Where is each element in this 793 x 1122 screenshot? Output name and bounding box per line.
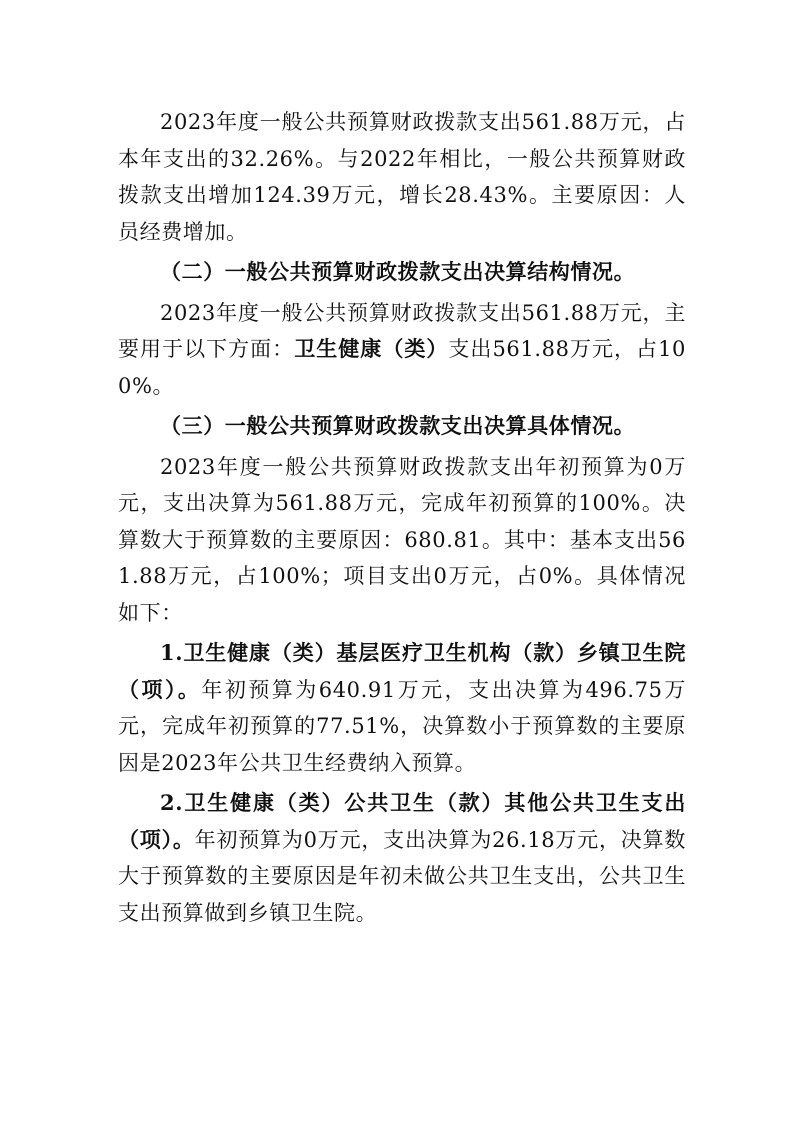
item-2-title: 2.卫生健康（类）公共卫生（款）其他公共卫生支出（项）。	[118, 790, 686, 852]
paragraph-structure	[118, 295, 686, 405]
item-2-text: 年初预算为0万元，支出决算为26.18万元，决算数大于预算数的主要原因是年初未做公共卫生支出，公共卫生支出预算做到乡镇卫生院。	[118, 827, 686, 925]
paragraph-expenditure-summary: 2023年度一般公共预算财政拨款支出561.88万元，占本年支出的32.26%。与2022年相比，一般公共预算财政拨款支出增加124.39万元，增长28.43%。主要原因：人员经费增加。	[118, 110, 686, 244]
item-1-title: 1.卫生健康（类）基层医疗卫生机构（款）乡镇卫生院（项）。	[118, 640, 686, 702]
structure-text-start: 2023年度一般公共预算财政拨款支出561.88万元，主要用于以下方面：	[118, 300, 686, 361]
structure-text-end: 支出561.88万元，占100%。	[118, 337, 686, 398]
item-1	[118, 635, 686, 781]
structure-category-bold: 卫生健康（类）	[294, 336, 449, 361]
heading-structure: （二）一般公共预算财政拨款支出决算结构情况。	[160, 259, 636, 284]
item-1-text: 年初预算为640.91万元，支出决算为496.75万元，完成年初预算的77.51%，决算数小于预算数的主要原因是2023年公共卫生经费纳入预算。	[118, 677, 686, 775]
item-2	[118, 785, 686, 931]
heading-details: （三）一般公共预算财政拨款支出决算具体情况。	[160, 413, 636, 438]
document-page	[118, 104, 686, 931]
paragraph-details: 2023年度一般公共预算财政拨款支出年初预算为0万元，支出决算为561.88万元，完成年初预算的100%。决算数大于预算数的主要原因：680.81。其中：基本支出561.88万元，占100%；项目支出0万元，占0%。具体情况如下：	[118, 454, 686, 625]
